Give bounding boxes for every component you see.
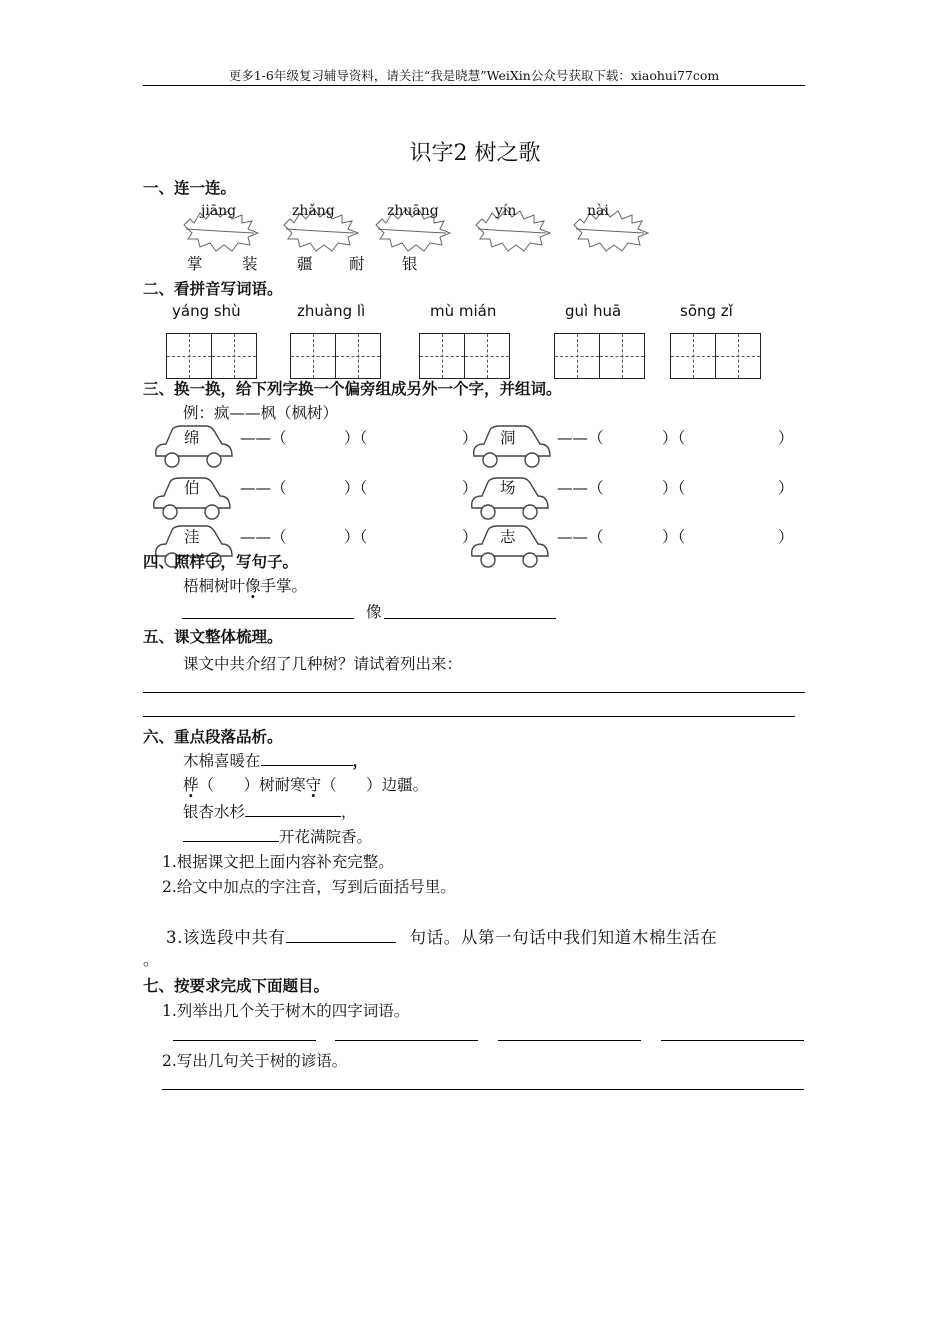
paren-pair: ）（ <box>662 528 686 546</box>
paren-pair: ）（ <box>344 429 368 447</box>
pinyin-label: jiāng <box>201 203 237 219</box>
paren-close: ） <box>462 528 478 546</box>
dash-paren: ——（ <box>557 429 604 447</box>
question-3 <box>166 924 717 948</box>
writing-grid-cell[interactable] <box>166 333 212 379</box>
writing-grid-cell[interactable] <box>419 333 465 379</box>
dotted-char: 守 <box>305 776 322 794</box>
match-char: 掌 <box>187 255 203 273</box>
poem-line-4 <box>183 825 372 847</box>
section-1-heading: 一、连一连。 <box>143 179 237 197</box>
writing-grid-cell[interactable] <box>715 333 761 379</box>
header-divider <box>143 85 805 86</box>
source-char: 伯 <box>184 479 200 497</box>
poem-text: （ ）边疆。 <box>321 776 429 794</box>
paren-close: ） <box>462 429 478 447</box>
fill-blank[interactable] <box>286 928 396 943</box>
dotted-char: 桦 <box>183 776 199 794</box>
paren-pair: ）（ <box>344 479 368 497</box>
dash-paren: ——（ <box>240 479 287 497</box>
paren-close: ） <box>778 479 794 497</box>
source-char: 绵 <box>184 429 200 447</box>
question-3-end: 。 <box>143 951 159 969</box>
dotted-char: 像 <box>245 577 261 595</box>
answer-line[interactable] <box>498 1040 641 1041</box>
dash-paren: ——（ <box>240 528 287 546</box>
writing-grid-cell[interactable] <box>599 333 645 379</box>
leaf-icon <box>566 203 656 255</box>
pinyin-label: yín <box>495 203 517 219</box>
question-2: 2.给文中加点的字注音，写到后面括号里。 <box>162 878 456 896</box>
pinyin-prompt: mù mián <box>430 302 497 320</box>
example-sentence <box>183 574 307 596</box>
question-text: 句话。从第一句话中我们知道木棉生活在 <box>409 928 718 947</box>
pinyin-prompt: zhuàng lì <box>297 302 366 320</box>
paren-pair: ）（ <box>662 429 686 447</box>
writing-grid-cell[interactable] <box>290 333 336 379</box>
paren-close: ） <box>778 429 794 447</box>
answer-line[interactable] <box>162 1089 804 1090</box>
paren-pair: ）（ <box>662 479 686 497</box>
poem-line-2 <box>183 773 428 795</box>
writing-grid-cell[interactable] <box>335 333 381 379</box>
question-text: 3.该选段中共有 <box>166 928 286 947</box>
poem-text: ， <box>352 751 369 770</box>
example-pre: 梧桐树叶 <box>183 577 246 595</box>
writing-grid-cell[interactable] <box>464 333 510 379</box>
match-char: 装 <box>242 255 258 273</box>
pinyin-label: zhǎng <box>292 203 335 219</box>
fill-blank[interactable] <box>261 751 353 766</box>
section-6-heading: 六、重点段落品析。 <box>143 728 283 746</box>
question-text: 课文中共介绍了几种树？请试着列出来： <box>183 655 463 673</box>
question-1: 1.列举出几个关于树木的四字词语。 <box>162 1002 410 1020</box>
poem-text: 木棉喜暖在 <box>183 752 261 770</box>
fill-blank[interactable] <box>245 802 341 817</box>
example-post: 手掌。 <box>260 577 308 595</box>
answer-line[interactable] <box>143 692 805 693</box>
writing-grid-cell[interactable] <box>670 333 716 379</box>
question-2: 2.写出几句关于树的谚语。 <box>162 1052 348 1070</box>
writing-grid-cell[interactable] <box>211 333 257 379</box>
answer-line[interactable] <box>661 1040 804 1041</box>
answer-line[interactable] <box>384 618 556 619</box>
pinyin-label: zhuāng <box>387 203 439 219</box>
poem-line-3 <box>183 800 357 822</box>
answer-line[interactable] <box>173 1040 316 1041</box>
answer-line[interactable] <box>182 618 354 619</box>
pinyin-label: nài <box>587 203 609 219</box>
section-5-heading: 五、课文整体梳理。 <box>143 628 283 646</box>
pinyin-prompt: yáng shù <box>172 302 241 320</box>
poem-text: 银杏水杉 <box>183 803 246 821</box>
page-header: 更多1-6年级复习辅导资料，请关注“我是晓慧”WeiXin公众号获取下载：xiaohui77com <box>228 68 720 83</box>
source-char: 志 <box>500 528 516 546</box>
answer-line[interactable] <box>335 1040 478 1041</box>
poem-text: （ ）树耐寒 <box>198 776 306 794</box>
dash-paren: ——（ <box>557 528 604 546</box>
dash-paren: ——（ <box>557 479 604 497</box>
page-title: 识字2 树之歌 <box>409 141 541 166</box>
match-char: 耐 <box>349 255 365 273</box>
writing-grid-cell[interactable] <box>554 333 600 379</box>
paren-close: ） <box>462 479 478 497</box>
answer-line[interactable] <box>143 716 795 717</box>
example-text: 例：疯——枫（枫树） <box>183 404 339 422</box>
paren-close: ） <box>778 528 794 546</box>
pinyin-prompt: sōng zǐ <box>680 302 733 320</box>
source-char: 洼 <box>184 528 200 546</box>
source-char: 场 <box>500 479 516 497</box>
section-3-heading: 三、换一换，给下列字换一个偏旁组成另外一个字，并组词。 <box>143 380 562 398</box>
match-char: 疆 <box>297 255 313 273</box>
poem-text: ， <box>341 803 357 821</box>
dash-paren: ——（ <box>240 429 287 447</box>
match-char: 银 <box>402 255 418 273</box>
section-2-heading: 二、看拼音写词语。 <box>143 280 283 298</box>
pinyin-prompt: guì huā <box>565 302 622 320</box>
question-1: 1.根据课文把上面内容补充完整。 <box>162 853 394 871</box>
paren-pair: ）（ <box>344 528 368 546</box>
poem-text: 开花满院香。 <box>279 828 373 846</box>
section-7-heading: 七、按要求完成下面题目。 <box>143 977 330 995</box>
poem-line-1 <box>183 749 368 771</box>
section-4-heading: 四、照样子，写句子。 <box>143 553 299 571</box>
fill-blank[interactable] <box>183 827 279 842</box>
like-word: 像 <box>366 603 382 621</box>
source-char: 洞 <box>500 429 516 447</box>
